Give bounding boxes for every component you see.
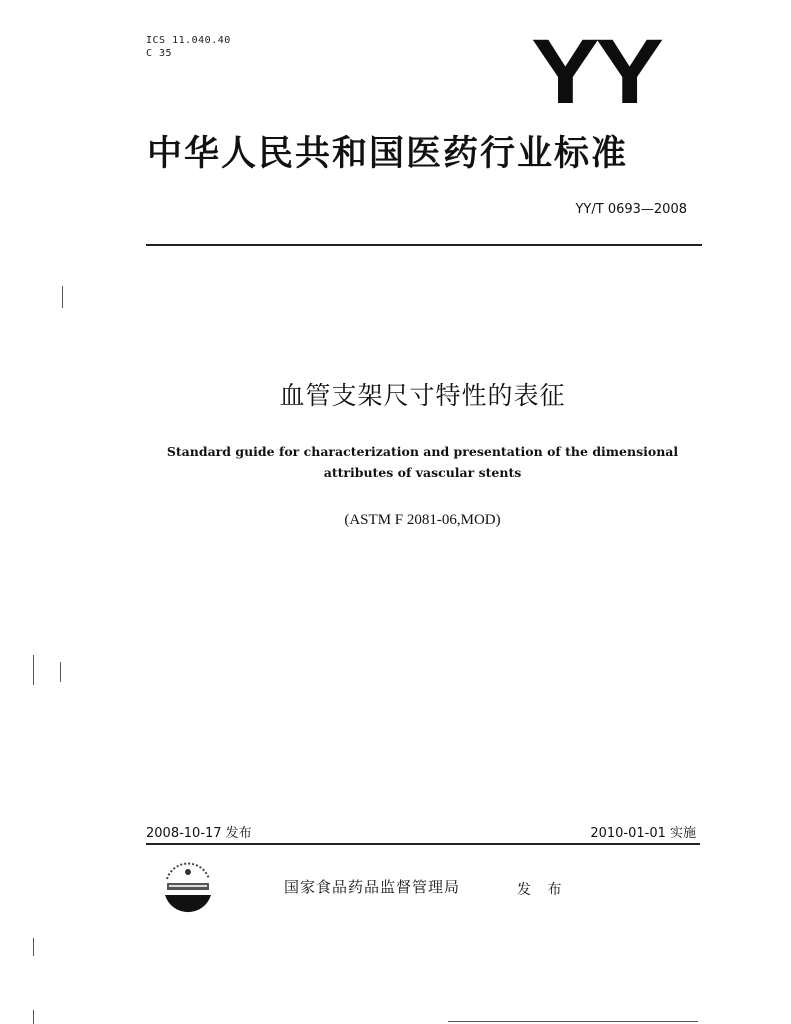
issue-label: 发 布	[517, 882, 568, 898]
header-divider	[146, 244, 702, 246]
scan-artifact-mark	[62, 286, 63, 308]
yy-standard-logo: YY	[531, 21, 660, 123]
ics-code: ICS 11.040.40	[146, 35, 231, 46]
issuing-authority: 国家食品药品监督管理局	[284, 878, 461, 896]
publish-date: 2008-10-17 发布	[146, 826, 252, 841]
document-title-chinese: 血管支架尺寸特性的表征	[279, 381, 566, 410]
document-title-english	[0, 441, 791, 483]
sfda-seal-icon	[157, 855, 219, 917]
title-en-line-1: Standard guide for characterization and presentation of the dimensional	[166, 444, 679, 459]
implement-date: 2010-01-01 实施	[590, 826, 696, 841]
standard-number: YY/T 0693—2008	[575, 202, 687, 217]
scan-artifact-mark	[33, 938, 34, 956]
footer-divider	[146, 843, 700, 845]
scan-artifact-mark	[33, 1010, 34, 1024]
classification-codes	[146, 34, 231, 60]
scan-artifact-mark	[448, 1021, 698, 1022]
organization-title: 中华人民共和国医药行业标准	[147, 134, 629, 174]
title-en-line-2: attributes of vascular stents	[323, 465, 522, 480]
scan-artifact-mark	[60, 662, 61, 682]
scan-artifact-mark	[33, 655, 34, 685]
ccs-code: C 35	[146, 48, 173, 59]
astm-reference: (ASTM F 2081-06,MOD)	[344, 512, 501, 528]
